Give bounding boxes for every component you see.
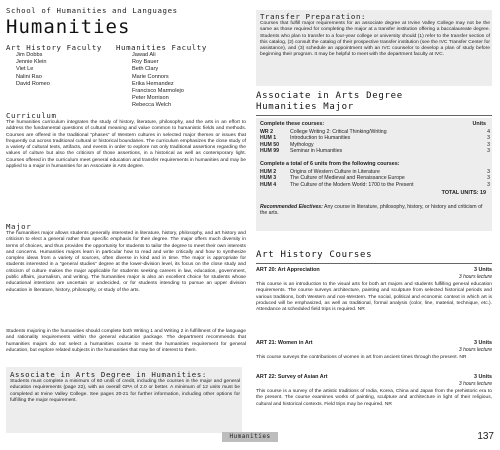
course-title: ART 21: Women in Art 3 Units	[256, 340, 492, 346]
humanities-faculty-heading: Humanities Faculty	[116, 43, 207, 52]
page-title: Humanities	[6, 16, 131, 38]
course-units: 3 Units	[474, 374, 492, 380]
major-text: The humanities major allows students generally interested in literature, history, philosophy, and art history and criticism to elect a general rather than specific emphasis for their degree. The major offers much diversity in terms of choices, and thus provides the opportunity for students to tailor the degree to meet their own interests and concerns. Humanities majors learn in particular how to read and write critically and how to synthesize complex ideas from a variety of sources, often diverse in kind and in time. The major is appropriate for students interested in a “general studies” degree at the lower-division level, its focus on the close study and criticism of culture makes the major applicable for students seeking careers in law, education, government, public affairs, journalism, and writing. The humanities major is also an excellent choice for students whose educational intentions are uncertain or undecided, or for students intending to pursue an upper division education in literature, history, philosophy, or study of the arts.	[6, 231, 246, 293]
degree-title-line1: Associate in Arts Degree	[256, 91, 403, 101]
faculty-member: Roy Bauer	[132, 59, 159, 66]
course-units: 3 Units	[474, 267, 492, 273]
faculty-member: Erika Hernandez	[132, 80, 174, 87]
recommended-text: Any course in literature, philosophy, history, or history and criticism of the arts.	[260, 204, 483, 217]
table-row: WR 2 College Writing 2: Critical Thinking/Writing 4	[260, 129, 490, 135]
complete-total-label: Complete a total of 6 units from the following courses:	[260, 161, 400, 167]
major-heading: Major	[6, 222, 32, 231]
curriculum-heading: Curriculum	[6, 111, 57, 120]
table-row: HUM 50 Mythology 3	[260, 141, 490, 148]
faculty-member: David Romeo	[16, 80, 50, 87]
degree-title-line2: Humanities Major	[256, 102, 354, 112]
total-units: TOTAL UNITS: 19	[441, 190, 486, 196]
elective-courses-table	[260, 169, 490, 188]
faculty-member: Peter Morrison	[132, 95, 169, 102]
faculty-member: Beth Clary	[132, 66, 159, 73]
table-row: HUM 2 Origins of Western Culture in Literature 3	[260, 169, 490, 175]
associate-degree-heading: Associate in Arts Degree in Humanities:	[10, 370, 207, 379]
transfer-heading: Transfer Preparation:	[260, 12, 367, 21]
faculty-member: Marie Connors	[132, 73, 169, 80]
associate-degree-box	[6, 367, 242, 433]
faculty-member: Viet Le	[16, 66, 34, 73]
curriculum-text: The humanities curriculum integrates the study of history, literature, philosophy, and the arts in an effort to address the fundamental questions of cultural meaning and value common to humanistic fields and methods. Courses are offered in the traditional “phases” of Western cultures in selected major themes or issues that frequently cut across traditional cultural or historical boundaries. The curriculum emphasizes the close study of a variety of cultural texts, artifacts, and events in order to explore not only traditional assertions regarding the values of culture but also the criticism of those assertions, in a historical as well as contemporary light. Courses offered in the curriculum meet general education and transfer requirements in humanities and may be applied to a major in humanities for an Associate in Arts degree.	[6, 120, 246, 170]
course-description: This course is a survey of the artistic traditions of India, Korea, China and Japan from the prehistoric era to the present. The course examines works of painting, sculpture and architecture in light of their religious, cultural and historical contexts. Field trips may be required. NR	[256, 389, 492, 407]
recommended-label: Recommended Electives:	[260, 204, 323, 210]
complete-these-label: Complete these courses:	[260, 121, 325, 127]
faculty-member: Francisco Marmolejo	[132, 88, 184, 95]
school-name: School of Humanities and Languages	[6, 6, 178, 15]
course-title: ART 20: Art Appreciation 3 Units	[256, 267, 492, 273]
divider	[256, 263, 492, 264]
art-history-faculty-heading: Art History Faculty	[6, 43, 102, 52]
course-hours: 3 hours lecture	[458, 274, 492, 280]
page-number: 137	[477, 431, 494, 442]
required-courses-table	[260, 129, 490, 155]
units-header: Units	[472, 121, 486, 127]
table-row: HUM 99 Seminar in Humanities 3	[260, 148, 490, 155]
section-tab: Humanities	[222, 432, 278, 442]
table-row: HUM 1 Introduction to Humanities 3	[260, 135, 490, 142]
art-history-faculty-list	[16, 52, 50, 88]
degree-requirements-box	[256, 118, 492, 231]
faculty-member: Jim Dobbs	[16, 52, 43, 58]
divider	[256, 115, 492, 116]
transfer-box	[256, 10, 492, 86]
associate-degree-text: Students must complete a minimum of 60 units of credit, including the courses in the major and general education requirements (page 22), with an overall GPA of 2.0 or better. A minimum of 12 units must be completed at Irvine Valley College. See pages 20-21 for further information, including other options for fulfilling the major requirement.	[10, 379, 240, 403]
major-text-2: Students majoring in the humanities should complete both Writing 1 and Writing 2 in fulfillment of the language and rationality requirements within the general education package. The department recommends that humanities majors do not select a humanities course to meet the humanities requirement for general education, but explore related subjects in the humanities that may be of interest to them.	[6, 329, 246, 353]
course-hours: 3 hours lecture	[458, 347, 492, 353]
course-units: 3 Units	[474, 340, 492, 346]
faculty-member: Rebecca Welch	[132, 102, 172, 109]
courses-heading: Art History Courses	[256, 250, 373, 260]
table-row: HUM 4 The Culture of the Modern World: 1700 to the Present 3	[260, 181, 490, 188]
recommended-electives	[260, 204, 488, 217]
course-hours: 3 hours lecture	[458, 381, 492, 387]
faculty-member: Jawad Ali	[132, 52, 156, 58]
table-row: HUM 3 The Culture of Medieval and Renaissance Europe 3	[260, 175, 490, 182]
transfer-text: Courses that fulfill major requirements for an associate degree at Irvine Valley College may not be the same as those required for completing the major at a transfer institution offering a baccalaureate degree. Students who plan to transfer to a four-year college or university should (1) refer to the transfer section of this catalog, (2) consult the catalog of their prospective transfer institution (see the IVC Transfer Center for assistance), and (3) schedule an appointment with an IVC counselor to develop a plan of study before beginning their program. It may be helpful to meet with the department faculty at IVC.	[260, 21, 490, 58]
course-description: This course is an introduction to the visual arts for both art majors and students fulfilling general education requirements. The course surveys architecture, painting and sculpture from selected historical periods and various traditions, both Western and non-Western. The social, political and economic context in which art is produced will be emphasized, as well as traditional, formal analysis (color, line, material, technique, etc.). Attendance at scheduled field trips is required. NR	[256, 282, 492, 313]
faculty-member: Jennie Klein	[16, 59, 47, 66]
faculty-member: Nalini Rao	[16, 73, 42, 80]
humanities-faculty-list	[132, 52, 184, 110]
course-title: ART 22: Survey of Asian Art 3 Units	[256, 374, 492, 380]
course-description: This course surveys the contributions of women in art from ancient times through the present. NR	[256, 355, 467, 360]
